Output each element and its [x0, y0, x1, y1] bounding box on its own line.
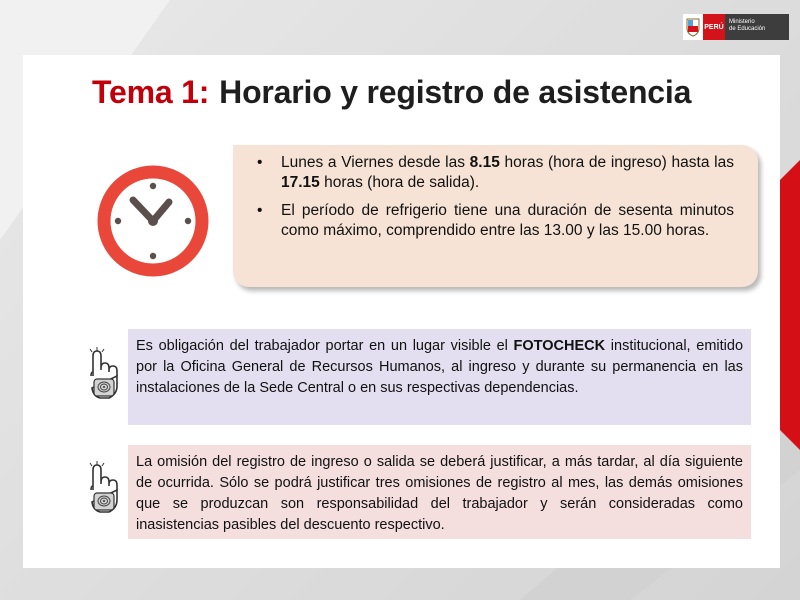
logo-ministry: [725, 14, 789, 40]
logo-ministry-line2: de Educación: [729, 26, 766, 32]
logo-ministry-line1: Ministerio: [729, 19, 755, 25]
red-side-tab: [780, 160, 800, 450]
page-title: [92, 74, 691, 111]
schedule-item-break: • El período de refrigerio tiene una duración de sesenta minutos como máximo, comprendido entre las 13.00 y las 15.00 horas.: [255, 201, 734, 241]
ministry-logo: [683, 14, 789, 40]
schedule-item-hours: • Lunes a Viernes desde las 8.15 horas (hora de ingreso) hasta las 17.15 horas (hora de salida).: [255, 153, 734, 193]
fotocheck-box: Es obligación del trabajador portar en un lugar visible el FOTOCHECK institucional, emitido por la Oficina General de Recursos Humanos, al ingreso y durante su permanencia en las instalaciones de la Sede Central o en sus respectivas dependencias.: [128, 329, 751, 425]
end-time: 17.15: [281, 174, 320, 191]
clock-icon: [96, 164, 210, 278]
title-main: Horario y registro de asistencia: [219, 74, 692, 110]
fingerprint-hand-icon: [88, 460, 122, 520]
title-prefix: Tema 1:: [92, 74, 210, 110]
fotocheck-keyword: FOTOCHECK: [513, 338, 606, 354]
fingerprint-hand-icon: [88, 346, 122, 406]
schedule-list: [255, 153, 734, 241]
logo-country: PERÚ: [703, 14, 725, 40]
omission-box: La omisión del registro de ingreso o salida se deberá justificar, a más tardar, al día siguiente de ocurrida. Sólo se podrá justificar tres omisiones de registro al mes, las demás omisiones que se produzcan son responsabilidad del trabajador y serán consideradas como inasistencias pasibles del descuento respectivo.: [128, 445, 751, 539]
peru-shield-icon: [683, 14, 703, 40]
schedule-box: [233, 145, 758, 287]
start-time: 8.15: [469, 154, 500, 171]
